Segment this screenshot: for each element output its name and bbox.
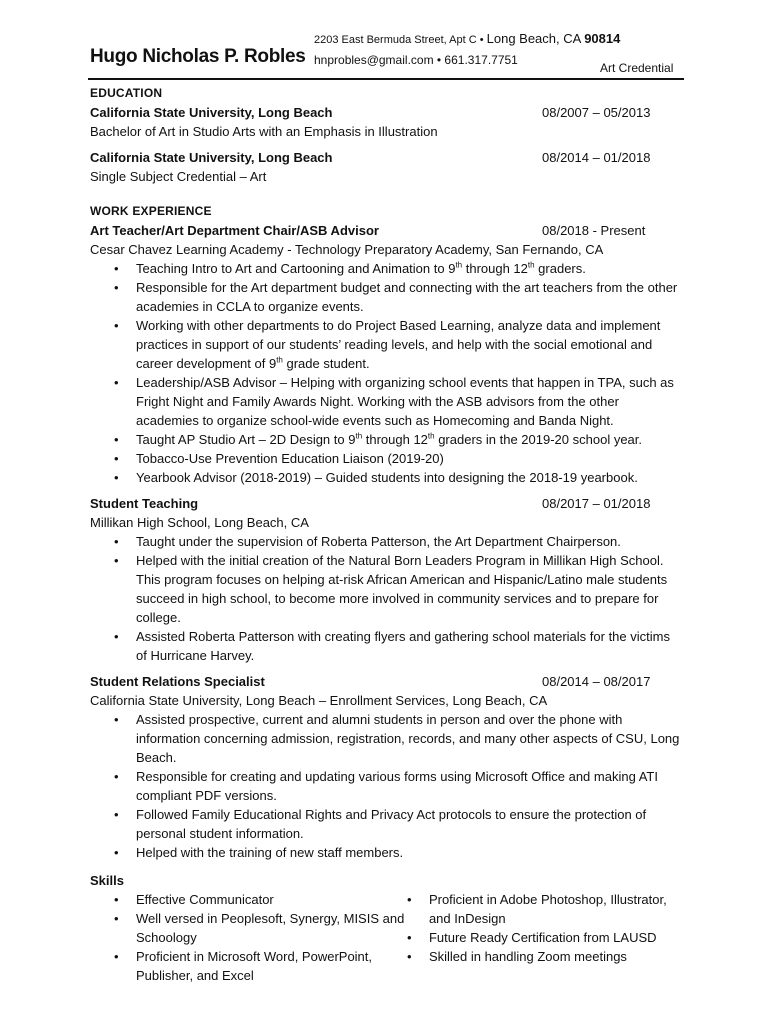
education-dates: 08/2007 – 05/2013 — [542, 105, 651, 120]
job-header — [90, 494, 684, 513]
skill-item: • Proficient in Adobe Photoshop, Illustrator, and InDesign — [405, 890, 684, 928]
skill-item: • Skilled in handling Zoom meetings — [405, 947, 684, 966]
skill-item: • Well versed in Peoplesoft, Synergy, MISIS and Schoology — [90, 909, 405, 947]
job-organization: California State University, Long Beach – Enrollment Services, Long Beach, CA — [90, 693, 548, 708]
school-name: California State University, Long Beach — [90, 105, 333, 120]
degree: Bachelor of Art in Studio Arts with an Emphasis in Illustration — [90, 124, 438, 139]
job-organization: Cesar Chavez Learning Academy - Technology Preparatory Academy, San Fernando, CA — [90, 242, 604, 257]
list-item: • Yearbook Advisor (2018-2019) – Guided students into designing the 2018-19 yearbook. — [90, 468, 684, 487]
job-title: Art Teacher/Art Department Chair/ASB Advisor — [90, 223, 379, 238]
city-state: Long Beach, CA — [486, 31, 585, 46]
list-item: • Taught AP Studio Art – 2D Design to 9th through 12th graders in the 2019-20 school year. — [90, 430, 684, 449]
job-dates: 08/2017 – 01/2018 — [542, 496, 651, 511]
list-item: • Responsible for the Art department budget and connecting with the art teachers from the other academies in CCLA to organize events. — [90, 278, 684, 316]
job-organization: Millikan High School, Long Beach, CA — [90, 515, 309, 530]
skill-item: • Future Ready Certification from LAUSD — [405, 928, 684, 947]
school-name: California State University, Long Beach — [90, 150, 333, 165]
skills-column-right — [405, 890, 684, 985]
job-bullets — [90, 259, 684, 487]
work-experience-heading: WORK EXPERIENCE — [90, 204, 212, 218]
education-heading: EDUCATION — [90, 86, 163, 100]
education-entry — [90, 103, 684, 122]
list-item: • Responsible for creating and updating various forms using Microsoft Office and making ATI compliant PDF versions. — [90, 767, 684, 805]
list-item: • Taught under the supervision of Roberta Patterson, the Art Department Chairperson. — [90, 532, 684, 551]
job-title: Student Relations Specialist — [90, 674, 265, 689]
applicant-name: Hugo Nicholas P. Robles — [90, 46, 306, 67]
job-bullets — [90, 710, 684, 862]
skills-list — [90, 890, 684, 985]
skill-item: • Proficient in Microsoft Word, PowerPoint, Publisher, and Excel — [90, 947, 405, 985]
job-dates: 08/2014 – 08/2017 — [542, 674, 651, 689]
list-item: • Helped with the training of new staff members. — [90, 843, 684, 862]
job-header — [90, 672, 684, 691]
list-item: • Teaching Intro to Art and Cartooning and Animation to 9th through 12th graders. — [90, 259, 684, 278]
address-line — [314, 29, 620, 50]
job-bullets — [90, 532, 684, 665]
list-item: • Assisted Roberta Patterson with creating flyers and gathering school materials for the victims of Hurricane Harvey. — [90, 627, 684, 665]
degree: Single Subject Credential – Art — [90, 169, 267, 184]
list-item: • Tobacco-Use Prevention Education Liaison (2019-20) — [90, 449, 684, 468]
skill-item: • Effective Communicator — [90, 890, 405, 909]
job-dates: 08/2018 - Present — [542, 223, 646, 238]
skills-column-left — [90, 890, 405, 985]
education-dates: 08/2014 – 01/2018 — [542, 150, 651, 165]
list-item: • Helped with the initial creation of the Natural Born Leaders Program in Millikan High School. This program focuses on helping at-risk African American and Hispanic/Latino male students succeed in high school, to become more involved in community services and to prepare for college. — [90, 551, 684, 627]
street-address: 2203 East Bermuda Street, Apt C • — [314, 34, 487, 46]
job-header — [90, 221, 684, 240]
zip-code: 90814 — [584, 31, 621, 46]
header-divider — [88, 78, 684, 80]
list-item: • Assisted prospective, current and alumni students in person and over the phone with information concerning admission, registration, records, and many other aspects of CSU, Long Beach. — [90, 710, 684, 767]
list-item: • Working with other departments to do Project Based Learning, analyze data and implement practices in support of our students’ reading levels, and help with the social emotional and career development of 9th grade student. — [90, 316, 684, 373]
list-item: • Followed Family Educational Rights and Privacy Act protocols to ensure the protection of personal student information. — [90, 805, 684, 843]
skills-heading: Skills — [90, 873, 124, 888]
contact-line: hnprobles@gmail.com • 661.317.7751 — [314, 53, 518, 67]
credential-label: Art Credential — [600, 61, 674, 75]
job-title: Student Teaching — [90, 496, 199, 511]
resume-body — [90, 82, 684, 985]
education-entry — [90, 148, 684, 167]
list-item: • Leadership/ASB Advisor – Helping with organizing school events that happen in TPA, such as Fright Night and Family Awards Night. Working with the ASB advisors from the other academies to organize school-wide events such as Homecoming and Banda Night. — [90, 373, 684, 430]
